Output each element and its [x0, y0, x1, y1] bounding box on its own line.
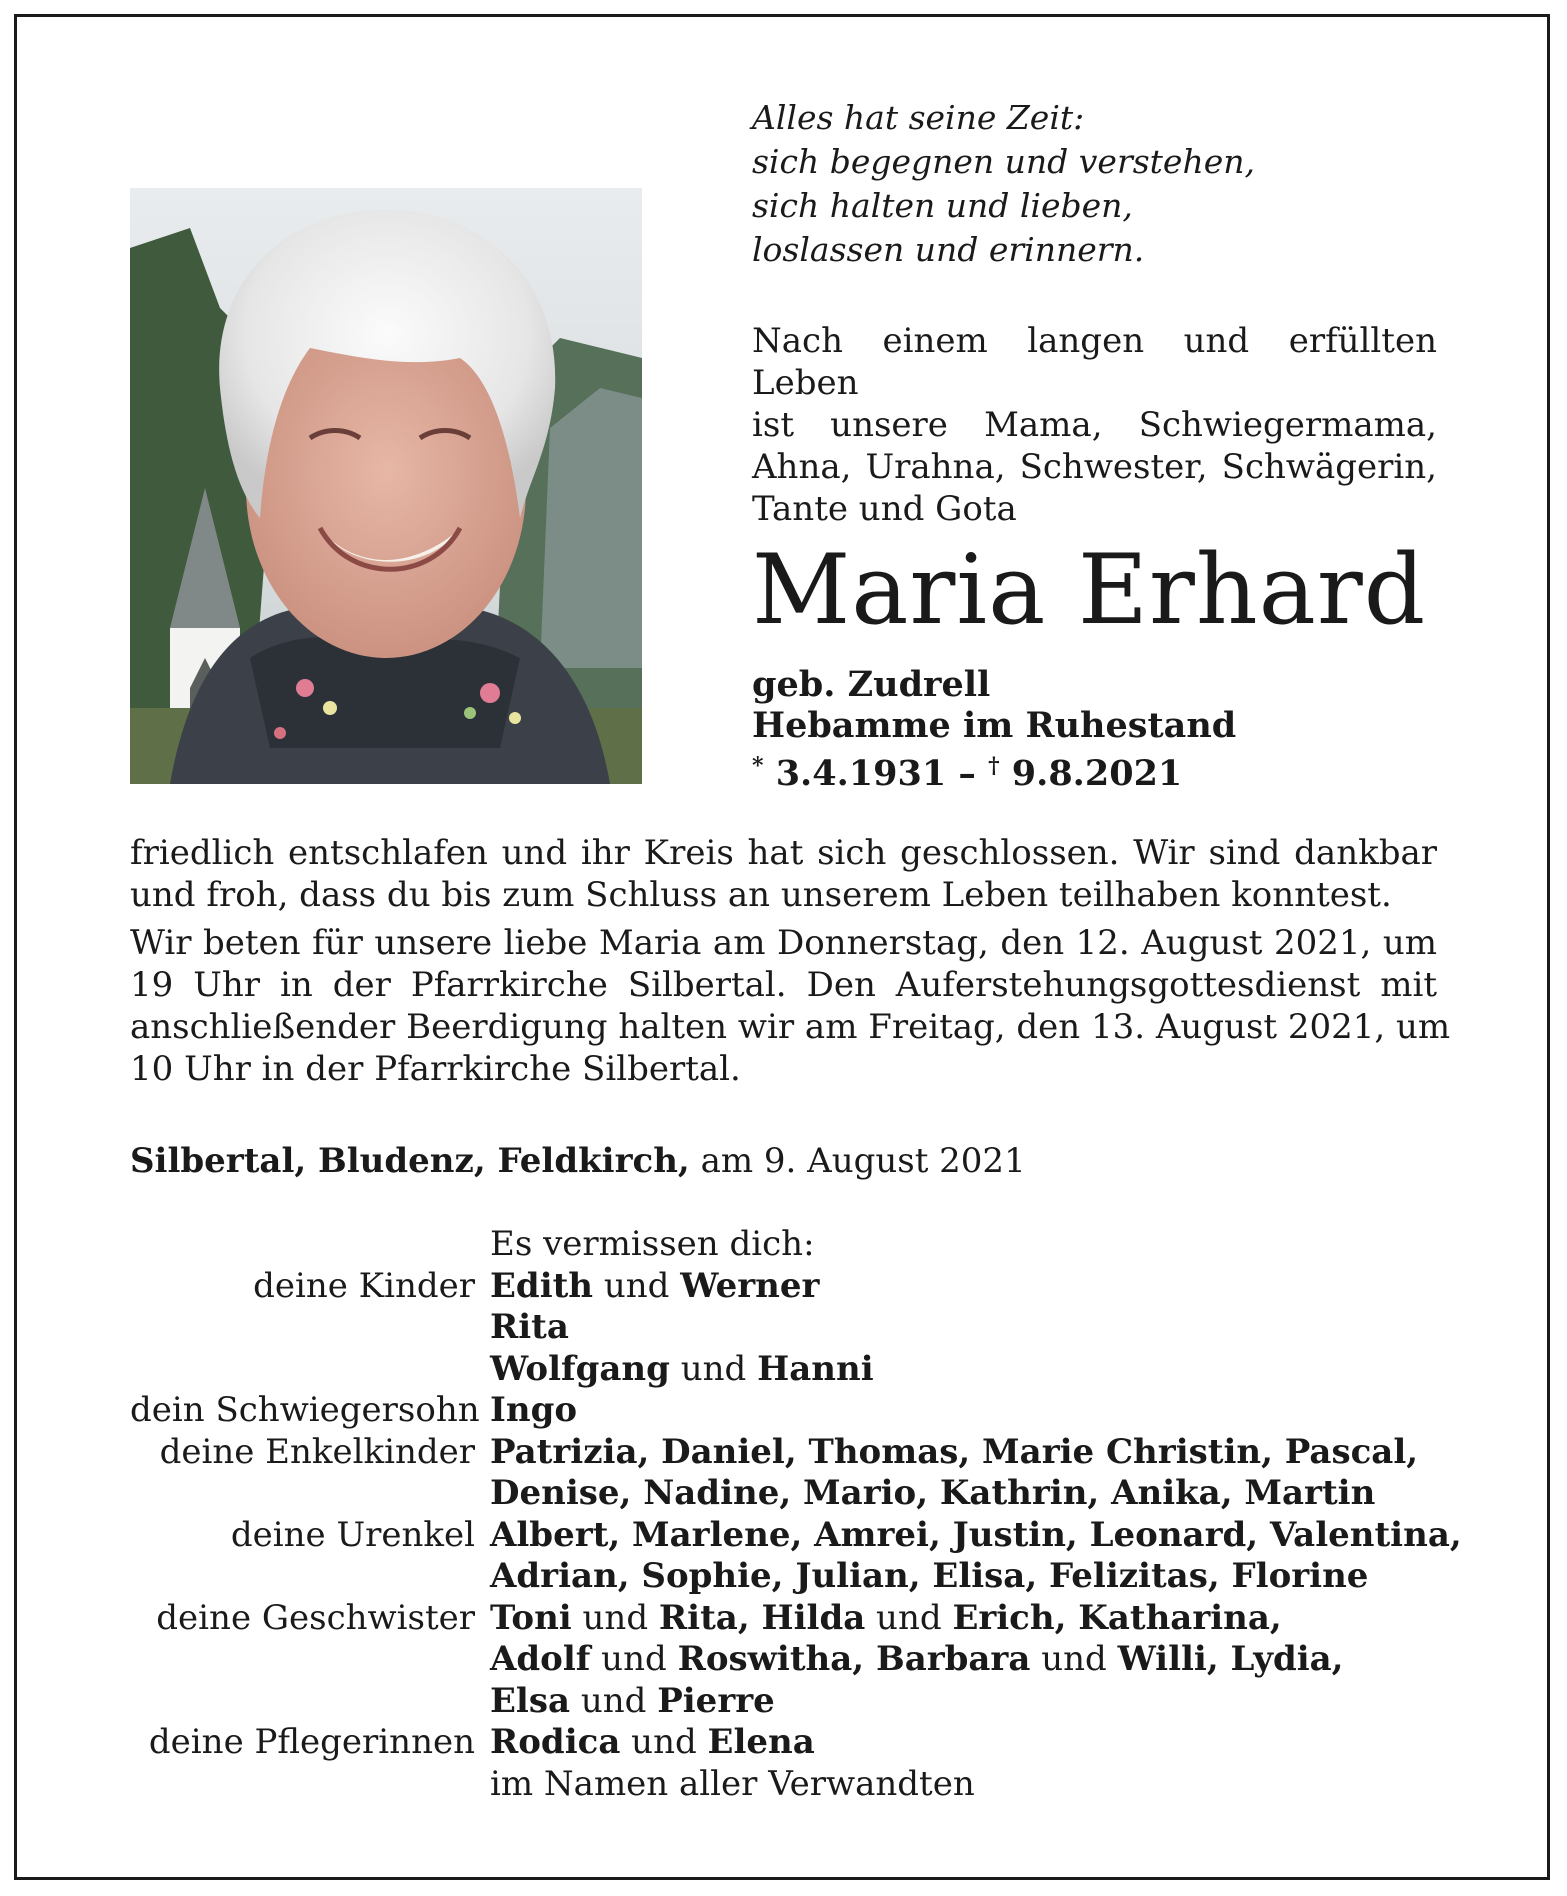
birth-symbol: * — [752, 753, 764, 779]
intro-line: Nach einem langen und erfüllten Leben — [752, 321, 1437, 403]
place-towns: Silbertal, Bludenz, Feldkirch, — [130, 1141, 690, 1181]
relation-label — [130, 1473, 490, 1515]
relation-spacer — [130, 1224, 490, 1266]
mourner-row — [130, 1432, 1462, 1474]
mourner-name: Albert, Marlene, Amrei, Justin, Leonard, Valentina, — [490, 1514, 1462, 1555]
poem — [752, 96, 1255, 272]
poem-line: sich halten und lieben, — [752, 186, 1133, 225]
mourner-row — [130, 1598, 1462, 1640]
mourner-names — [490, 1307, 569, 1349]
poem-line: sich begegnen und verstehen, — [752, 142, 1255, 181]
mourner-row — [130, 1722, 1462, 1764]
mourner-name: Rodica — [490, 1722, 621, 1762]
connector-text: und — [620, 1722, 708, 1762]
connector-text: und — [570, 1680, 658, 1721]
mourners-list — [130, 1224, 1462, 1805]
intro-line: Ahna, Urahna, Schwester, Schwägerin, — [752, 447, 1437, 487]
relation-label — [130, 1764, 490, 1806]
relation-label: deine Enkelkinder — [159, 1431, 475, 1472]
mourner-row — [130, 1266, 1462, 1308]
relation-label — [130, 1556, 490, 1598]
mourner-row — [130, 1639, 1462, 1681]
relation-label — [130, 1307, 490, 1349]
mourner-names — [490, 1390, 577, 1432]
relation-label: deine Urenkel — [230, 1514, 475, 1555]
relation-label — [130, 1681, 490, 1723]
mourner-name: Erich, Katharina, — [952, 1597, 1282, 1638]
mourner-name: Wolfgang — [490, 1348, 670, 1389]
relation-label: deine Kinder — [253, 1265, 475, 1306]
mourner-names — [490, 1681, 775, 1723]
connector-text: und — [593, 1265, 681, 1306]
mourner-names — [490, 1432, 1418, 1474]
poem-line: loslassen und erinnern. — [752, 230, 1145, 269]
paragraph-line: anschließender Beerdigung halten wir am Freitag, den 13. August 2021, um — [130, 1007, 1451, 1047]
birth-name: geb. Zudrell — [752, 664, 991, 705]
mourner-names — [490, 1349, 874, 1391]
mourner-name: Denise, Nadine, Mario, Kathrin, Anika, Martin — [490, 1473, 1376, 1513]
paragraph-line: 19 Uhr in der Pfarrkirche Silbertal. Den Auferstehungsgottesdienst mit — [130, 965, 1437, 1005]
place-date-text: am 9. August 2021 — [689, 1141, 1026, 1181]
mourner-name: Ingo — [490, 1390, 578, 1430]
mourner-row — [130, 1764, 1462, 1806]
mourner-names — [490, 1764, 975, 1806]
paragraph-service — [130, 922, 1451, 1090]
mourner-names — [490, 1639, 1344, 1681]
relation-label: dein Schwiegersohn — [130, 1390, 480, 1430]
mourner-row — [130, 1473, 1462, 1515]
mourner-name: Hanni — [757, 1348, 874, 1389]
mourner-name: Patrizia, Daniel, Thomas, Marie Christin, Pascal, — [490, 1431, 1419, 1472]
mourner-name: Pierre — [657, 1680, 775, 1721]
relation-label — [130, 1349, 490, 1391]
place-date — [130, 1140, 1026, 1182]
mourner-row — [130, 1681, 1462, 1723]
connector-text: und — [590, 1639, 678, 1679]
mourner-name: Edith — [490, 1265, 594, 1306]
deceased-name: Maria Erhard — [752, 534, 1427, 646]
mourner-name: Adolf — [490, 1639, 591, 1679]
connector-text: und — [571, 1597, 659, 1638]
portrait-illustration — [130, 188, 642, 784]
mourner-row — [130, 1515, 1462, 1557]
mourner-names — [490, 1515, 1462, 1557]
mourner-name: Toni — [490, 1597, 572, 1638]
mourner-name: Adrian, Sophie, Julian, Elisa, Felizitas, Florine — [490, 1556, 1369, 1596]
connector-text: und — [865, 1597, 953, 1638]
mourner-name: Rita, Hilda — [658, 1597, 866, 1638]
mourner-row — [130, 1556, 1462, 1598]
mourner-name: Roswitha, Barbara — [677, 1639, 1031, 1679]
paragraph-line: friedlich entschlafen und ihr Kreis hat sich geschlossen. Wir sind dankbar — [130, 833, 1437, 873]
mourner-name: Werner — [680, 1265, 820, 1306]
mourner-name: Rita — [490, 1307, 569, 1347]
deceased-details — [752, 664, 1236, 794]
paragraph-passing — [130, 832, 1437, 916]
mourners-heading: Es vermissen dich: — [490, 1224, 815, 1264]
mourner-names — [490, 1556, 1368, 1598]
mourner-row — [130, 1307, 1462, 1349]
intro-line: ist unsere Mama, Schwiegermama, — [752, 405, 1437, 445]
portrait-photo — [130, 188, 642, 784]
poem-line: Alles hat seine Zeit: — [752, 98, 1085, 137]
birth-date: 3.4.1931 — [775, 753, 947, 794]
mourner-names — [490, 1473, 1375, 1515]
intro-line: Tante und Gota — [752, 489, 1017, 529]
mourner-name: Elena — [707, 1722, 815, 1762]
relation-label — [130, 1639, 490, 1681]
paragraph-line: 10 Uhr in der Pfarrkirche Silbertal. — [130, 1049, 741, 1089]
life-dates — [752, 746, 1236, 794]
death-symbol: † — [988, 753, 1000, 779]
paragraph-line: Wir beten für unsere liebe Maria am Donnerstag, den 12. August 2021, um — [130, 923, 1437, 963]
mourner-names — [490, 1722, 815, 1764]
mourner-row — [130, 1349, 1462, 1391]
mourner-names — [490, 1598, 1282, 1640]
death-date: 9.8.2021 — [1011, 753, 1183, 794]
intro-text — [752, 320, 1437, 530]
relation-label: deine Pflegerinnen — [148, 1722, 475, 1762]
mourner-name: Willi, Lydia, — [1117, 1639, 1344, 1679]
mourner-name: Elsa — [490, 1680, 571, 1721]
connector-text: und — [669, 1348, 758, 1389]
occupation: Hebamme im Ruhestand — [752, 705, 1237, 746]
relation-label: deine Geschwister — [156, 1597, 475, 1638]
paragraph-line: und froh, dass du bis zum Schluss an unserem Leben teilhaben konntest. — [130, 875, 1392, 915]
connector-text: und — [1030, 1639, 1118, 1679]
connector-text: im Namen aller Verwandten — [490, 1763, 975, 1804]
date-separator: – — [946, 753, 989, 794]
mourner-names — [490, 1266, 819, 1308]
mourner-row — [130, 1390, 1462, 1432]
